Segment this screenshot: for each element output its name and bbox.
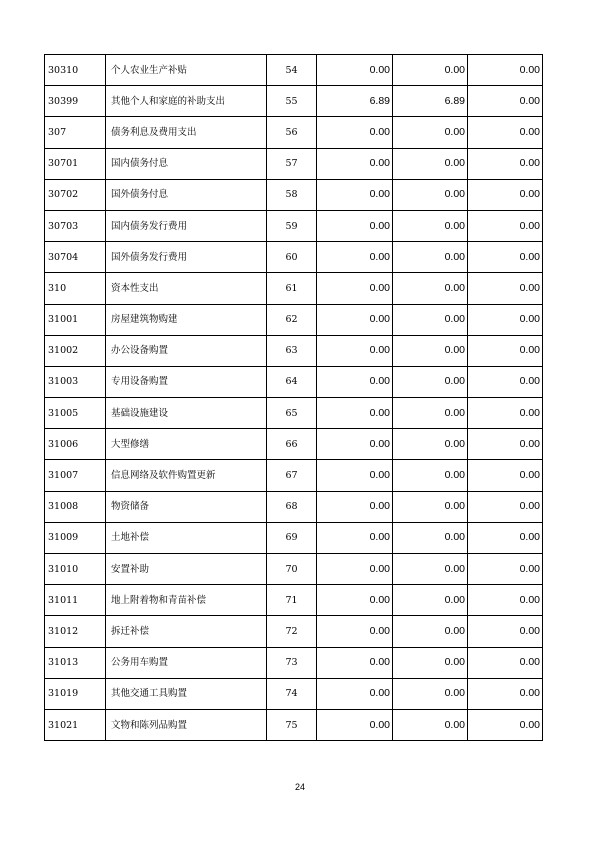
- amount-cell-1: 0.00: [317, 117, 393, 148]
- table-row: [45, 709, 543, 740]
- subject-name-cell: 文物和陈列品购置: [106, 709, 267, 740]
- expenditure-table-body: [45, 55, 543, 741]
- line-number-cell: 63: [267, 335, 317, 366]
- subject-name-cell: 基础设施建设: [106, 398, 267, 429]
- amount-cell-1: 0.00: [317, 366, 393, 397]
- amount-cell-3: 0.00: [468, 117, 543, 148]
- line-number-cell: 55: [267, 86, 317, 117]
- subject-code-cell: 31021: [45, 709, 106, 740]
- amount-cell-1: 0.00: [317, 585, 393, 616]
- amount-cell-1: 0.00: [317, 429, 393, 460]
- table-row: [45, 273, 543, 304]
- amount-cell-3: 0.00: [468, 616, 543, 647]
- subject-name-cell: 土地补偿: [106, 522, 267, 553]
- amount-cell-1: 0.00: [317, 616, 393, 647]
- amount-cell-1: 0.00: [317, 678, 393, 709]
- subject-name-cell: 拆迁补偿: [106, 616, 267, 647]
- amount-cell-3: 0.00: [468, 647, 543, 678]
- amount-cell-2: 0.00: [393, 210, 468, 241]
- subject-code-cell: 31003: [45, 366, 106, 397]
- subject-code-cell: 30310: [45, 55, 106, 86]
- subject-name-cell: 物资储备: [106, 491, 267, 522]
- amount-cell-3: 0.00: [468, 86, 543, 117]
- table-row: [45, 242, 543, 273]
- amount-cell-2: 0.00: [393, 522, 468, 553]
- amount-cell-1: 0.00: [317, 55, 393, 86]
- subject-name-cell: 房屋建筑物购建: [106, 304, 267, 335]
- table-row: [45, 86, 543, 117]
- amount-cell-1: 0.00: [317, 273, 393, 304]
- subject-code-cell: 30701: [45, 148, 106, 179]
- amount-cell-3: 0.00: [468, 429, 543, 460]
- subject-name-cell: 个人农业生产补贴: [106, 55, 267, 86]
- subject-name-cell: 国内债务付息: [106, 148, 267, 179]
- subject-code-cell: 30704: [45, 242, 106, 273]
- subject-code-cell: 31011: [45, 585, 106, 616]
- line-number-cell: 60: [267, 242, 317, 273]
- amount-cell-1: 0.00: [317, 522, 393, 553]
- table-row: [45, 210, 543, 241]
- line-number-cell: 65: [267, 398, 317, 429]
- amount-cell-3: 0.00: [468, 585, 543, 616]
- table-row: [45, 117, 543, 148]
- amount-cell-2: 0.00: [393, 429, 468, 460]
- amount-cell-1: 6.89: [317, 86, 393, 117]
- page-number: 24: [294, 782, 305, 792]
- subject-name-cell: 办公设备购置: [106, 335, 267, 366]
- amount-cell-3: 0.00: [468, 366, 543, 397]
- amount-cell-2: 0.00: [393, 55, 468, 86]
- amount-cell-2: 0.00: [393, 678, 468, 709]
- subject-code-cell: 30703: [45, 210, 106, 241]
- subject-code-cell: 30399: [45, 86, 106, 117]
- subject-name-cell: 信息网络及软件购置更新: [106, 460, 267, 491]
- table-row: [45, 179, 543, 210]
- line-number-cell: 70: [267, 554, 317, 585]
- subject-name-cell: 国外债务发行费用: [106, 242, 267, 273]
- amount-cell-1: 0.00: [317, 148, 393, 179]
- subject-code-cell: 31012: [45, 616, 106, 647]
- amount-cell-2: 0.00: [393, 148, 468, 179]
- amount-cell-2: 0.00: [393, 647, 468, 678]
- table-row: [45, 460, 543, 491]
- amount-cell-1: 0.00: [317, 709, 393, 740]
- table-row: [45, 522, 543, 553]
- amount-cell-3: 0.00: [468, 273, 543, 304]
- subject-code-cell: 31008: [45, 491, 106, 522]
- subject-name-cell: 大型修缮: [106, 429, 267, 460]
- subject-code-cell: 307: [45, 117, 106, 148]
- line-number-cell: 56: [267, 117, 317, 148]
- amount-cell-3: 0.00: [468, 55, 543, 86]
- subject-name-cell: 债务利息及费用支出: [106, 117, 267, 148]
- subject-code-cell: 31006: [45, 429, 106, 460]
- line-number-cell: 61: [267, 273, 317, 304]
- amount-cell-3: 0.00: [468, 179, 543, 210]
- table-row: [45, 678, 543, 709]
- amount-cell-3: 0.00: [468, 210, 543, 241]
- line-number-cell: 58: [267, 179, 317, 210]
- line-number-cell: 59: [267, 210, 317, 241]
- amount-cell-2: 0.00: [393, 242, 468, 273]
- line-number-cell: 71: [267, 585, 317, 616]
- amount-cell-2: 0.00: [393, 585, 468, 616]
- table-row: [45, 398, 543, 429]
- amount-cell-3: 0.00: [468, 709, 543, 740]
- line-number-cell: 67: [267, 460, 317, 491]
- subject-code-cell: 31007: [45, 460, 106, 491]
- line-number-cell: 75: [267, 709, 317, 740]
- amount-cell-3: 0.00: [468, 491, 543, 522]
- subject-code-cell: 30702: [45, 179, 106, 210]
- subject-code-cell: 31009: [45, 522, 106, 553]
- subject-name-cell: 专用设备购置: [106, 366, 267, 397]
- amount-cell-2: 0.00: [393, 304, 468, 335]
- amount-cell-2: 0.00: [393, 335, 468, 366]
- amount-cell-1: 0.00: [317, 179, 393, 210]
- amount-cell-2: 6.89: [393, 86, 468, 117]
- subject-name-cell: 国内债务发行费用: [106, 210, 267, 241]
- line-number-cell: 64: [267, 366, 317, 397]
- table-row: [45, 491, 543, 522]
- expenditure-table: [44, 54, 543, 741]
- amount-cell-3: 0.00: [468, 678, 543, 709]
- amount-cell-2: 0.00: [393, 554, 468, 585]
- amount-cell-2: 0.00: [393, 117, 468, 148]
- amount-cell-2: 0.00: [393, 366, 468, 397]
- amount-cell-3: 0.00: [468, 148, 543, 179]
- line-number-cell: 62: [267, 304, 317, 335]
- table-row: [45, 304, 543, 335]
- subject-name-cell: 地上附着物和青苗补偿: [106, 585, 267, 616]
- line-number-cell: 54: [267, 55, 317, 86]
- subject-code-cell: 31002: [45, 335, 106, 366]
- subject-name-cell: 公务用车购置: [106, 647, 267, 678]
- subject-code-cell: 310: [45, 273, 106, 304]
- table-row: [45, 616, 543, 647]
- line-number-cell: 68: [267, 491, 317, 522]
- amount-cell-1: 0.00: [317, 304, 393, 335]
- amount-cell-1: 0.00: [317, 647, 393, 678]
- table-row: [45, 585, 543, 616]
- line-number-cell: 57: [267, 148, 317, 179]
- subject-name-cell: 其他交通工具购置: [106, 678, 267, 709]
- amount-cell-1: 0.00: [317, 554, 393, 585]
- amount-cell-2: 0.00: [393, 460, 468, 491]
- table-row: [45, 429, 543, 460]
- subject-name-cell: 国外债务付息: [106, 179, 267, 210]
- amount-cell-1: 0.00: [317, 335, 393, 366]
- table-row: [45, 554, 543, 585]
- subject-code-cell: 31010: [45, 554, 106, 585]
- amount-cell-1: 0.00: [317, 210, 393, 241]
- subject-code-cell: 31005: [45, 398, 106, 429]
- table-row: [45, 55, 543, 86]
- amount-cell-3: 0.00: [468, 335, 543, 366]
- table-row: [45, 148, 543, 179]
- amount-cell-3: 0.00: [468, 554, 543, 585]
- table-row: [45, 366, 543, 397]
- amount-cell-1: 0.00: [317, 242, 393, 273]
- subject-name-cell: 资本性支出: [106, 273, 267, 304]
- line-number-cell: 66: [267, 429, 317, 460]
- amount-cell-2: 0.00: [393, 709, 468, 740]
- line-number-cell: 72: [267, 616, 317, 647]
- subject-name-cell: 其他个人和家庭的补助支出: [106, 86, 267, 117]
- table-row: [45, 647, 543, 678]
- amount-cell-3: 0.00: [468, 242, 543, 273]
- subject-code-cell: 31019: [45, 678, 106, 709]
- amount-cell-1: 0.00: [317, 460, 393, 491]
- line-number-cell: 74: [267, 678, 317, 709]
- amount-cell-2: 0.00: [393, 398, 468, 429]
- line-number-cell: 73: [267, 647, 317, 678]
- amount-cell-1: 0.00: [317, 491, 393, 522]
- subject-code-cell: 31013: [45, 647, 106, 678]
- line-number-cell: 69: [267, 522, 317, 553]
- amount-cell-2: 0.00: [393, 273, 468, 304]
- amount-cell-2: 0.00: [393, 179, 468, 210]
- amount-cell-3: 0.00: [468, 398, 543, 429]
- amount-cell-3: 0.00: [468, 304, 543, 335]
- amount-cell-3: 0.00: [468, 460, 543, 491]
- amount-cell-2: 0.00: [393, 491, 468, 522]
- amount-cell-2: 0.00: [393, 616, 468, 647]
- table-row: [45, 335, 543, 366]
- amount-cell-1: 0.00: [317, 398, 393, 429]
- subject-name-cell: 安置补助: [106, 554, 267, 585]
- amount-cell-3: 0.00: [468, 522, 543, 553]
- subject-code-cell: 31001: [45, 304, 106, 335]
